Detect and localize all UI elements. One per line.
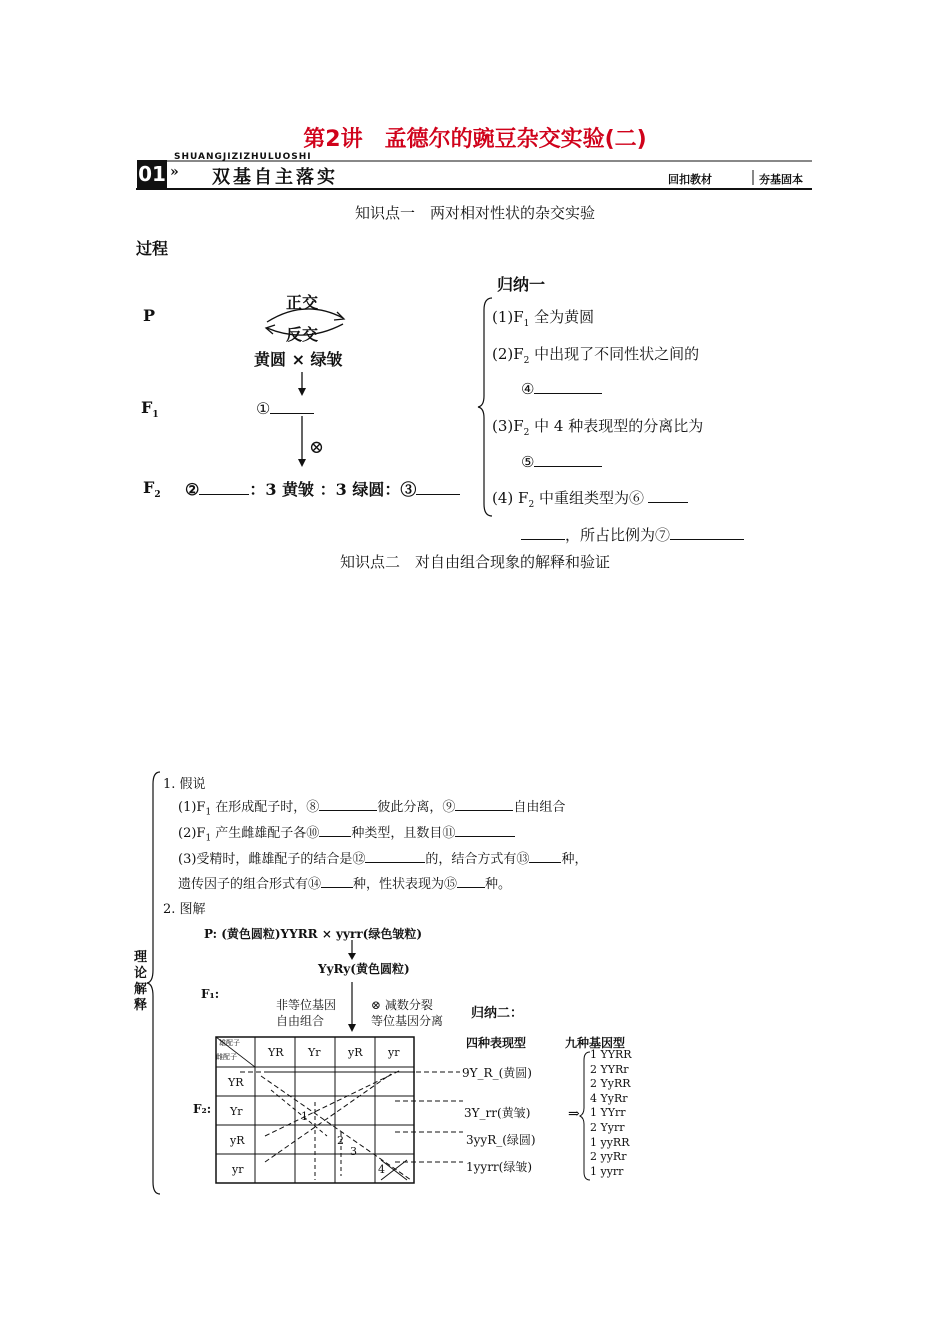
summary2-title: 归纳二： <box>471 1006 524 1021</box>
diagram-arrows <box>340 938 364 1038</box>
summary1-blank5: ⑤ <box>521 452 602 471</box>
col-gamete-2: Yr <box>308 1046 321 1059</box>
hypothesis-3: (3)受精时，雌雄配子的结合是⑫ 的，结合方式有⑬ 种， <box>178 848 587 867</box>
section-arrow-icon: » <box>170 164 179 180</box>
genotype-6: 2 Yyrr <box>590 1120 625 1134</box>
row-gamete-2: Yr <box>230 1105 243 1118</box>
kp2-heading: 知识点二 对自由组合现象的解释和验证 <box>339 553 610 571</box>
summary1-title: 归纳一 <box>497 275 546 294</box>
summary1-item4-cont: ，所占比例为⑦ <box>521 524 744 545</box>
summary-brace <box>476 296 496 518</box>
note-allelic-2: 等位基因分离 <box>371 1014 444 1028</box>
process-label: 过程 <box>136 239 169 258</box>
genotype-2: 2 YYRr <box>590 1062 629 1076</box>
note-nonallelic-2: 自由组合 <box>276 1014 325 1028</box>
cell-mark-2: 2 <box>337 1134 344 1147</box>
genotype-3: 2 YyRR <box>590 1077 631 1091</box>
genotype-8: 2 yyRr <box>590 1150 627 1164</box>
note-allelic-1: ⊗ 减数分裂 <box>371 998 433 1012</box>
leader-lines <box>395 1100 465 1170</box>
diagram-p-line: P: (黄色圆粒)YYRR × yyrr(绿色皱粒) <box>204 927 422 941</box>
nine-genotypes-title: 九种基因型 <box>565 1036 626 1050</box>
section-tag-b: 夯基固本 <box>759 173 803 186</box>
diagram-f1-line: YyRy(黄色圆粒) <box>318 962 410 976</box>
gen-p-label: P <box>143 306 156 325</box>
section-title: 双基自主落实 <box>212 167 338 188</box>
genotype-4: 4 YyRr <box>590 1091 628 1105</box>
diagram-f1-label: F₁: <box>201 987 220 1001</box>
cell-mark-3: 3 <box>350 1145 357 1158</box>
four-phenotypes-title: 四种表现型 <box>466 1036 527 1050</box>
section-pinyin: SHUANGJIZIZHULUOSHI <box>174 152 312 162</box>
corner-female-label: 雌配子 <box>216 1053 237 1061</box>
phenotype-1: 9Y_R_(黄圆) <box>462 1066 532 1080</box>
phenotype-3: 3yyR_(绿圆) <box>466 1133 536 1147</box>
hypothesis-2: $(2)F_1$ 产生雌雄配子各⑩ 种类型，且数目⑪ <box>178 822 515 844</box>
genotype-5: 1 YYrr <box>590 1106 626 1120</box>
parent-cross: 黄圆 × 绿皱 <box>254 350 343 369</box>
summary1-blank4: ④ <box>521 379 602 398</box>
leader-line-top <box>240 1070 460 1074</box>
corner-male-label: 雄配子 <box>219 1039 240 1047</box>
genotype-9: 1 yyrr <box>590 1164 624 1178</box>
gen-f1-label: $F_1$ <box>141 398 159 421</box>
zhengjiao-label: 正交 <box>286 293 319 312</box>
genotype-7: 1 yyRR <box>590 1135 630 1149</box>
gen-f2-label: $F_2$ <box>143 478 161 501</box>
section-tag-a: 回扣教材 <box>668 173 712 186</box>
diagram-f2-label: F₂: <box>193 1102 212 1116</box>
hypothesis-1: $(1)F_1$ 在形成配子时，⑧ 彼此分离，⑨ 自由组合 <box>178 796 565 818</box>
cell-mark-1: 1 <box>301 1110 308 1123</box>
page-title: 第2讲 孟德尔的豌豆杂交实验(二) <box>303 127 647 152</box>
row-gamete-1: YR <box>228 1076 244 1089</box>
col-gamete-3: yR <box>348 1046 363 1059</box>
f2-ratio: ② ：3 黄皱 ：3 绿圆：③ <box>185 477 460 500</box>
f1-blank: ① <box>256 399 314 418</box>
hypothesis-4: 遗传因子的组合形式有⑭ 种，性状表现为⑮ 种。 <box>178 873 511 892</box>
col-gamete-4: yr <box>388 1046 400 1059</box>
cell-mark-4: 4 <box>378 1163 385 1176</box>
genotype-list <box>590 1048 632 1179</box>
hypothesis-heading: 1. 假说 <box>163 777 206 792</box>
summary1-item3: $(3)F_2$ 中 4 种表现型的分离比为 <box>492 417 704 438</box>
theory-side-label: 理 论 解 释 <box>134 950 148 1013</box>
note-nonallelic-1: 非等位基因 <box>276 998 337 1012</box>
phenotype-4: 1yyrr(绿皱) <box>466 1160 533 1174</box>
col-gamete-1: YR <box>268 1046 284 1059</box>
genotype-1: 1 YYRR <box>590 1048 632 1061</box>
summary1-item2: $(2)F_2$ 中出现了不同性状之间的 <box>492 345 700 366</box>
row-gamete-4: yr <box>232 1163 244 1176</box>
summary1-item1: $(1)F_1$ 全为黄圆 <box>492 308 595 329</box>
selfing-icon: ⊗ <box>309 437 325 458</box>
phenotype-2: 3Y_rr(黄皱) <box>464 1106 531 1120</box>
summary1-item4: (4) $F_2$ 中重组类型为⑥ <box>492 487 688 510</box>
section-number: 01 <box>138 162 166 186</box>
kp1-heading: 知识点一 两对相对性状的杂交实验 <box>354 204 595 222</box>
row-gamete-3: yR <box>230 1134 245 1147</box>
diagram-heading: 2. 图解 <box>163 902 206 917</box>
fanjiao-label: 反交 <box>286 325 319 344</box>
implies-arrow-icon: ⇒ <box>568 1106 580 1122</box>
